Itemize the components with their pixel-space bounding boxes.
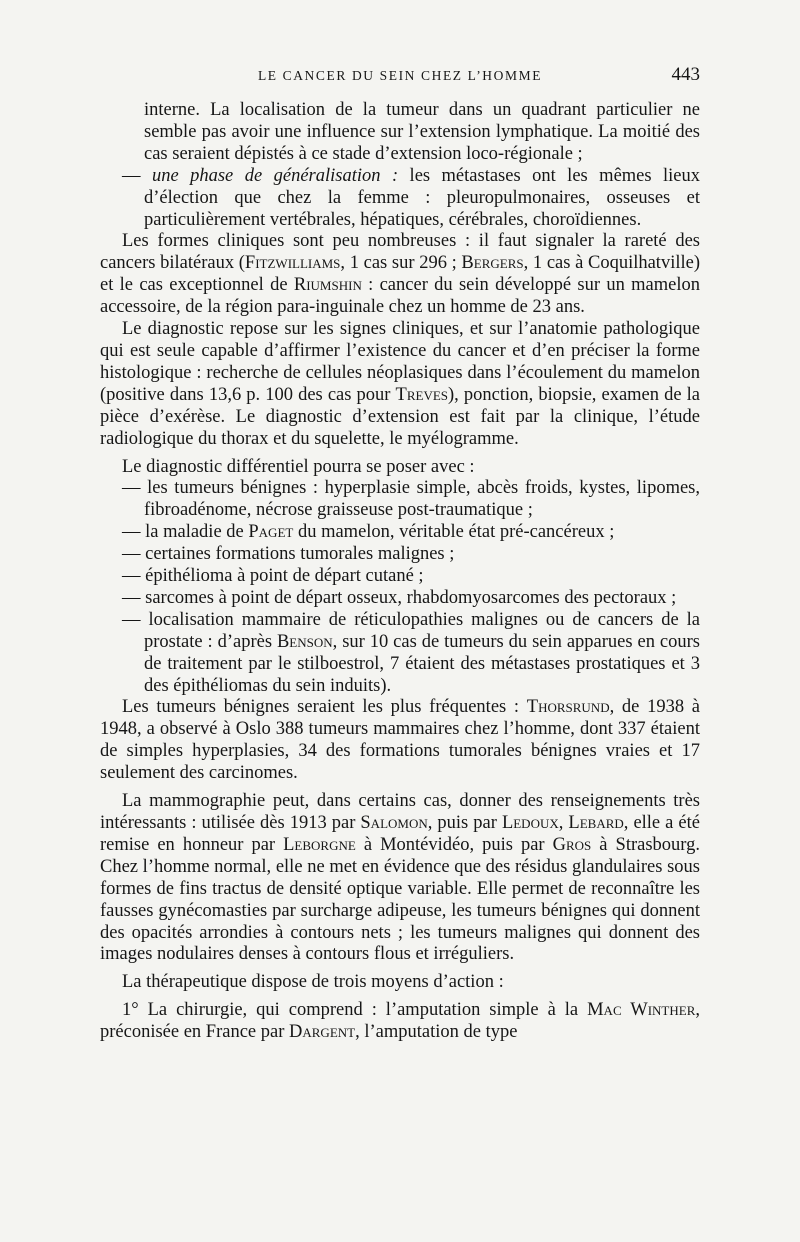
list-item: — épithélioma à point de départ cutané ; [122,566,424,587]
paragraph-text: , 1 cas sur 296 ; [340,253,462,274]
running-title: LE CANCER DU SEIN CHEZ L’HOMME [257,68,543,83]
italic-term: une phase de généralisation : [151,165,399,186]
author-name: Treves [395,384,449,405]
author-name: Fitzwilliams [244,253,341,274]
paragraph-continuation: interne. La localisation de la tumeur dans un quadrant particulier ne semble pas avoir une influence sur l’extension lymphatique. La moitié des cas seraient dépistés à ce stade d’extension loco-régionale ; [144,100,700,164]
author-name: Gros [552,834,592,855]
paragraph-clinical-forms [100,231,700,319]
list-item: — les tumeurs bénignes : hyperplasie simple, abcès froids, kystes, lipomes, fibroadénome, nécrose graisseuse post-traumatique ; [122,478,700,521]
paragraph-text: , [558,813,569,833]
paragraph-diagnosis [100,319,700,450]
author-name: Dargent [289,1022,356,1043]
body-text [100,100,700,1044]
author-name: Mac Winther [587,1000,696,1021]
page-header [100,64,700,90]
paragraph-text: à Montévidéo, puis par [355,834,553,855]
author-name: Riumshin [293,275,362,296]
author-name: Salomon [360,813,428,833]
author-name: Thorsrund [526,697,610,718]
author-name: Ledoux [501,813,559,833]
paragraph-text: , 1 cas à Coquilhatville) et le cas exceptionnel de [100,253,700,296]
paragraph-text: , sur 10 cas de tumeurs du sein apparues en cours de traitement par le stilboestrol, 7 étaient des métastases prostatiques et 3 des épithéliomas du sein induits). [144,631,700,696]
paragraph-text: du mamelon, véritable état pré-cancéreux ; [293,522,615,543]
list-item [100,610,700,698]
paragraph-text: , préconisée en France par [100,1000,700,1043]
paragraph-differential: Le diagnostic différentiel pourra se poser avec : [122,456,475,477]
paragraph-text: , puis par [427,813,502,833]
author-name: Leborgne [283,834,356,855]
paragraph-text: , elle a été remise en honneur par [100,813,700,855]
paragraph-text: — localisation mammaire de réticulopathies malignes ou de cancers de la prostate : d’après [122,609,700,652]
paragraph-text: 1° La chirurgie, qui comprend : l’amputation simple à la [122,1000,588,1021]
paragraph-text: ), ponction, biopsie, examen de la pièce d’exérèse. Le diagnostic d’extension est fait par la clinique, l’étude radiologique du thorax et du squelette, le myélogramme. [100,384,700,449]
paragraph-generalisation [100,166,700,232]
paragraph-text: , l’amputation de type [355,1022,518,1043]
author-name: Lebard [568,813,624,833]
paragraph-text: Les formes cliniques sont peu nombreuses : il faut signaler la rareté des cancers bilatéraux ( [100,231,700,274]
dash-marker: — [122,165,152,186]
list-item: — certaines formations tumorales malignes ; [122,544,455,565]
paragraph-text: La mammographie peut, dans certains cas, donner des renseignements très intéressants : utilisée dès 1913 par [100,791,700,833]
paragraph-benign-tumours [100,697,700,785]
paragraph-text: Le diagnostic repose sur les signes cliniques, et sur l’anatomie pathologique qui est seule capable d’affirmer l’existence du cancer et d’en préciser la forme histologique : recherche de cellules néoplasiques dans l’écoulement du mamelon (positive dans 13,6 p. 100 des cas pour [100,319,700,405]
paragraph-text: — la maladie de [122,522,249,543]
paragraph-text: : cancer du sein développé sur un mamelon accessoire, de la région para-inguinale chez un homme de 23 ans. [100,275,700,318]
author-name: Benson [276,631,333,652]
author-name: Bergers [461,253,524,274]
paragraph-therapeutics: La thérapeutique dispose de trois moyens d’action : [122,972,504,993]
paragraph-mammography [100,791,700,966]
paragraph-text: à Strasbourg. Chez l’homme normal, elle ne met en évidence que des résidus glandulaires sous formes de fins tractus de densité optique variable. Elle permet de reconnaître les fausses gynécomasties par surcharge adipeuse, les tumeurs bénignes qui donnent des opacités arrondies à contours nets ; les tumeurs malignes qui donnent des images nodulaires denses à contours flous et irréguliers. [100,834,700,965]
paragraph-surgery [100,1000,700,1044]
page-number: 443 [671,64,700,85]
paragraph-text: les métastases ont les mêmes lieux d’élection que chez la femme : pleuropulmonaires, osseuses et particulièrement vertébrales, hépatiques, cérébrales, choroïdiennes. [144,165,701,230]
list-item: — sarcomes à point de départ osseux, rhabdomyosarcomes des pectoraux ; [122,587,677,608]
paragraph-text: , de 1938 à 1948, a observé à Oslo 388 tumeurs mammaires chez l’homme, dont 337 étaient de simples hyperplasies, 34 des formations tumorales bénignes vraies et 17 seulement des carcinomes. [100,697,700,784]
paragraph-text: Les tumeurs bénignes seraient les plus fréquentes : [122,697,527,718]
author-name: Paget [248,522,294,543]
list-item [100,522,700,544]
